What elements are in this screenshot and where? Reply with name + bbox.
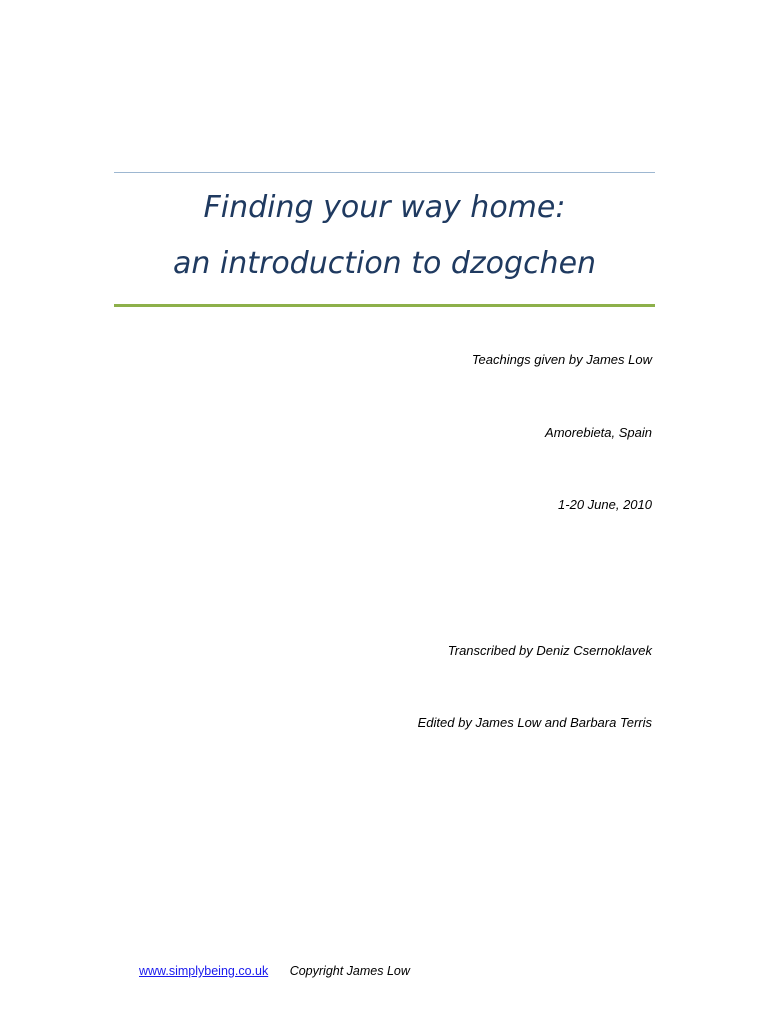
teacher-credit: Teachings given by James Low [471,352,652,367]
location-text: Amorebieta, Spain [545,425,652,440]
editors-credit: Edited by James Low and Barbara Terris [417,715,652,730]
title-line-1: Finding your way home: [203,190,566,225]
copyright-text: Copyright James Low [289,964,410,978]
dates-text: 1-20 June, 2010 [558,497,652,512]
title-top-rule [114,172,655,173]
title-line-2: an introduction to dzogchen [172,246,597,281]
page-footer [139,964,410,978]
transcriber-credit: Transcribed by Deniz Csernoklavek [447,643,652,658]
title-bottom-rule [114,304,655,307]
website-link[interactable]: www.simplybeing.co.uk [139,964,269,978]
